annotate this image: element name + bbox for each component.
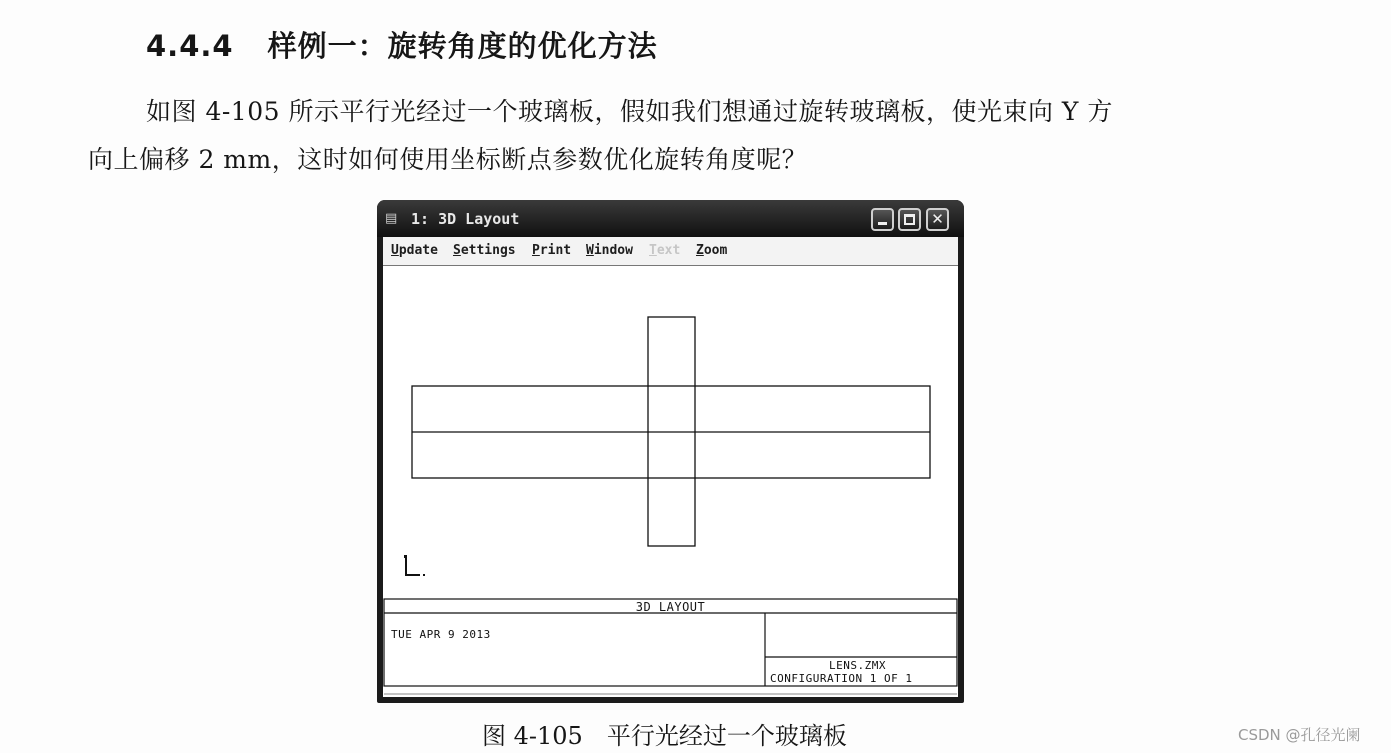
footer-date: TUE APR 9 2013 bbox=[391, 628, 491, 641]
window-menubar bbox=[383, 237, 958, 266]
maximize-button[interactable] bbox=[898, 208, 921, 231]
caption-number: 图 4-105 bbox=[482, 722, 583, 750]
caption-text: 平行光经过一个玻璃板 bbox=[606, 722, 847, 750]
menu-update[interactable]: Update bbox=[391, 243, 438, 258]
zemax-app-icon[interactable]: ▤ bbox=[385, 211, 398, 226]
figure-caption bbox=[482, 716, 847, 751]
section-title: 样例一：旋转角度的优化方法 bbox=[267, 29, 658, 63]
footer-file: LENS.ZMX bbox=[829, 659, 886, 672]
layout-canvas[interactable] bbox=[383, 266, 958, 697]
layout-window-screenshot bbox=[377, 200, 964, 703]
footer-configuration: CONFIGURATION 1 OF 1 bbox=[770, 672, 913, 685]
menu-settings[interactable]: Settings bbox=[453, 243, 516, 258]
footer-layout-label: 3D LAYOUT bbox=[635, 600, 706, 614]
axis-indicator-icon bbox=[406, 558, 420, 575]
menu-text: Text bbox=[649, 243, 681, 258]
minimize-button[interactable] bbox=[871, 208, 894, 231]
window-title: 1: 3D Layout bbox=[411, 210, 520, 228]
menu-window[interactable]: Window bbox=[586, 243, 633, 258]
menu-print[interactable]: Print bbox=[532, 243, 572, 258]
menu-zoom[interactable]: Zoom bbox=[696, 243, 728, 258]
close-button[interactable]: ✕ bbox=[926, 208, 949, 231]
watermark: CSDN @孔径光阑 bbox=[1238, 726, 1361, 744]
section-heading bbox=[146, 24, 658, 65]
window-titlebar[interactable] bbox=[377, 200, 964, 237]
paragraph-line-2: 向上偏移 2 mm，这时如何使用坐标断点参数优化旋转角度呢？ bbox=[88, 145, 808, 174]
paragraph-line-1: 如图 4-105 所示平行光经过一个玻璃板，假如我们想通过旋转玻璃板，使光束向 Y 方 bbox=[146, 97, 1113, 126]
section-number: 4.4.4 bbox=[146, 29, 234, 63]
